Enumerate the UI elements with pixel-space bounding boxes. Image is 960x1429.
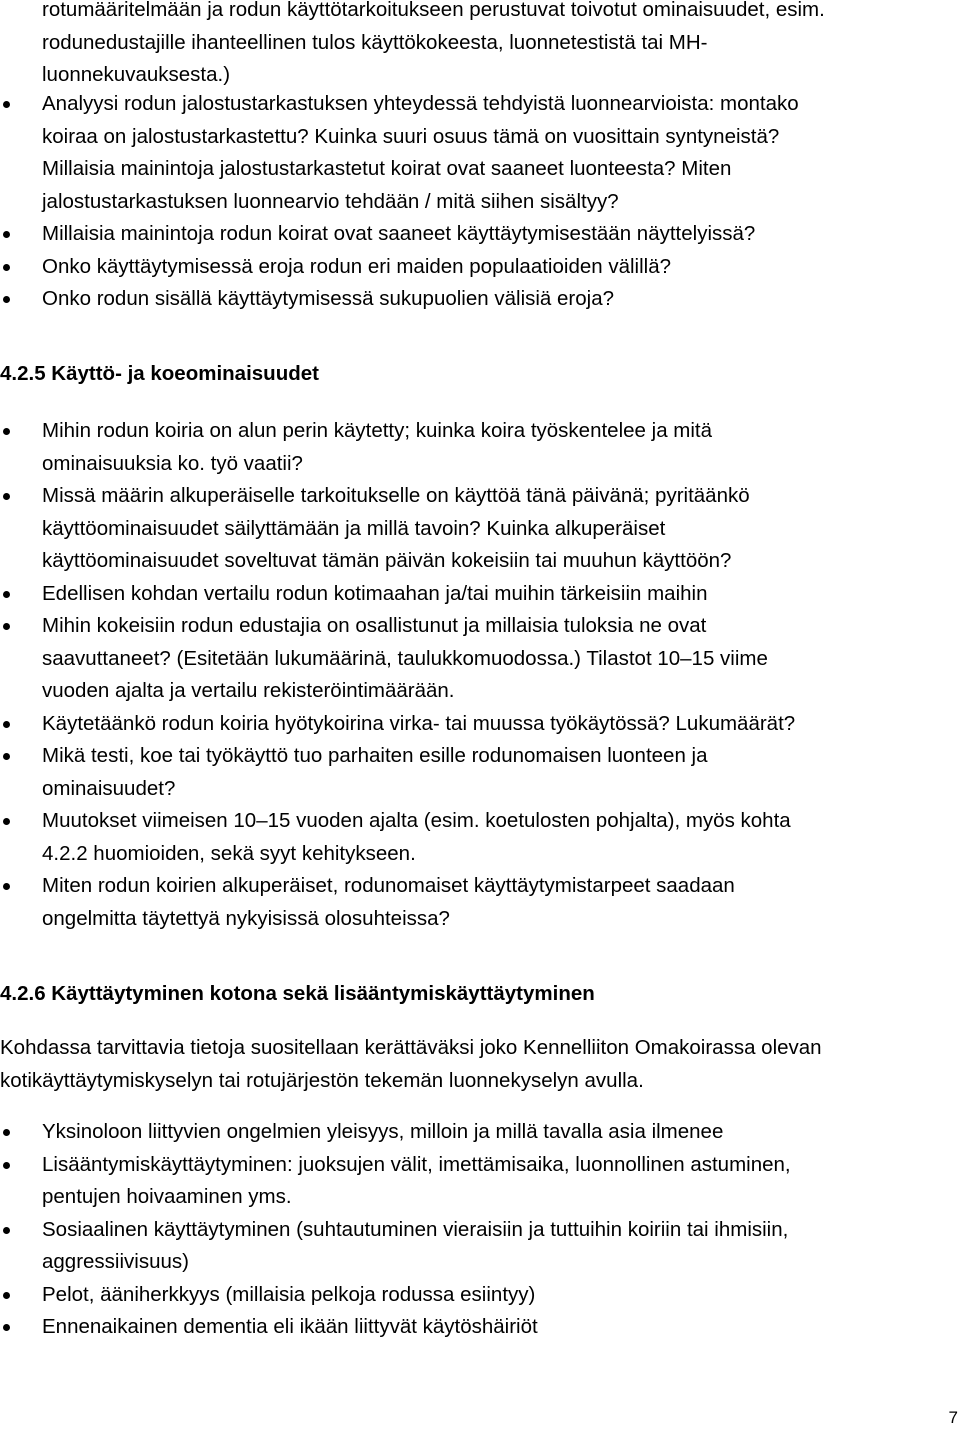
list-item <box>0 1149 900 1214</box>
list-item-line: Edellisen kohdan vertailu rodun kotimaahan ja/tai muihin tärkeisiin maihin <box>42 581 708 605</box>
list-item-line: Sosiaalinen käyttäytyminen (suhtautuminen vieraisiin ja tuttuihin koiriin tai ihmisiin, <box>42 1217 789 1241</box>
list-item-line: ongelmitta täytettyä nykyisissä olosuhteissa? <box>42 906 450 930</box>
list-item <box>0 1279 900 1312</box>
list-item-line: käyttöominaisuudet soveltuvat tämän päivän kokeisiin tai muuhun käyttöön? <box>42 549 732 572</box>
bullet-icon <box>3 264 10 271</box>
list-item <box>0 870 900 935</box>
list-item-line: Ennenaikainen dementia eli ikään liittyvät käytöshäiriöt <box>42 1315 538 1338</box>
bullet-icon <box>3 1162 10 1169</box>
section-heading-4-2-6: 4.2.6 Käyttäytyminen kotona sekä lisääntymiskäyttäytyminen <box>0 982 595 1005</box>
list-item-line: 4.2.2 huomioiden, sekä syyt kehitykseen. <box>42 841 416 865</box>
continuation-line: luonnekuvauksesta.) <box>42 63 231 86</box>
list-item <box>0 805 900 870</box>
bullet-icon <box>3 591 10 598</box>
bullet-icon <box>3 493 10 500</box>
list-item-line: jalostustarkastuksen luonnearvio tehdään / mitä siihen sisältyy? <box>42 189 619 213</box>
list-item <box>0 708 900 741</box>
list-item-line: Mihin kokeisiin rodun edustajia on osallistunut ja millaisia tuloksia ne ovat <box>42 614 707 637</box>
list-item-line: Millaisia mainintoja jalostustarkastetut koirat ovat saaneet luonteesta? Miten <box>42 157 732 180</box>
bullet-icon <box>3 1129 10 1136</box>
bullet-icon <box>3 623 10 630</box>
list-item-line: Pelot, ääniherkkyys (millaisia pelkoja rodussa esiintyy) <box>42 1282 536 1306</box>
list-item-line: ominaisuuksia ko. työ vaatii? <box>42 451 303 475</box>
list-item-line: Missä määrin alkuperäiselle tarkoitukselle on käyttöä tänä päivänä; pyritäänkö <box>42 484 750 507</box>
list-item <box>0 480 900 578</box>
top-bullet-list <box>0 88 900 316</box>
list-item <box>0 610 900 708</box>
bullet-icon <box>3 818 10 825</box>
list-item-line: Lisääntymiskäyttäytyminen: juoksujen välit, imettämisaika, luonnollinen astuminen, <box>42 1152 791 1176</box>
list-item <box>0 283 900 316</box>
intro-line: Kohdassa tarvittavia tietoja suositellaan kerättäväksi joko Kennelliiton Omakoirassa olevan <box>0 1036 822 1059</box>
bullet-icon <box>3 231 10 238</box>
continuation-line: rodunedustajille ihanteellinen tulos käyttökokeesta, luonnetestistä tai MH- <box>42 30 708 54</box>
list-item-line: Muutokset viimeisen 10–15 vuoden ajalta (esim. koetulosten pohjalta), myös kohta <box>42 809 791 832</box>
bullet-icon <box>3 1324 10 1331</box>
list-item-line: koiraa on jalostustarkastettu? Kuinka suuri osuus tämä on vuosittain syntyneistä? <box>42 124 780 148</box>
list-item <box>0 1214 900 1279</box>
list-item-line: vuoden ajalta ja vertailu rekisteröintimäärään. <box>42 679 455 702</box>
continuation-text <box>0 0 900 92</box>
list-item-line: pentujen hoivaaminen yms. <box>42 1185 292 1208</box>
list-item <box>0 578 900 611</box>
continuation-line: rotumääritelmään ja rodun käyttötarkoitukseen perustuvat toivotut ominaisuudet, esim. <box>42 0 825 21</box>
bullet-icon <box>3 753 10 760</box>
bullet-icon <box>3 101 10 108</box>
list-item-line: Mihin rodun koiria on alun perin käytetty; kuinka koira työskentelee ja mitä <box>42 419 713 442</box>
bullet-icon <box>3 721 10 728</box>
list-item <box>0 1116 900 1149</box>
list-item-line: Onko rodun sisällä käyttäytymisessä sukupuolien välisiä eroja? <box>42 287 615 310</box>
bullet-icon <box>3 1227 10 1234</box>
list-item-line: Miten rodun koirien alkuperäiset, rodunomaiset käyttäytymistarpeet saadaan <box>42 874 735 897</box>
section-4-2-6-intro <box>0 1032 958 1097</box>
list-item-line: Onko käyttäytymisessä eroja rodun eri maiden populaatioiden välillä? <box>42 254 672 278</box>
list-item-line: käyttöominaisuudet säilyttämään ja millä tavoin? Kuinka alkuperäiset <box>42 516 666 540</box>
list-item-line: ominaisuudet? <box>42 776 176 800</box>
list-item <box>0 740 900 805</box>
list-item <box>0 218 900 251</box>
bullet-icon <box>3 428 10 435</box>
list-item-line: Analyysi rodun jalostustarkastuksen yhteydessä tehdyistä luonnearvioista: montako <box>42 92 799 115</box>
list-item <box>0 251 900 284</box>
section-4-2-6-list <box>0 1116 900 1344</box>
bullet-icon <box>3 1292 10 1299</box>
section-heading-4-2-5: 4.2.5 Käyttö- ja koeominaisuudet <box>0 362 319 385</box>
bullet-icon <box>3 296 10 303</box>
list-item-line: Yksinoloon liittyvien ongelmien yleisyys, milloin ja millä tavalla asia ilmenee <box>42 1120 724 1143</box>
list-item-line: Käytetäänkö rodun koiria hyötykoirina virka- tai muussa työkäytössä? Lukumäärät? <box>42 711 796 735</box>
intro-line: kotikäyttäytymiskyselyn tai rotujärjestön tekemän luonnekyselyn avulla. <box>0 1068 644 1092</box>
bullet-icon <box>3 883 10 890</box>
list-item-line: Mikä testi, koe tai työkäyttö tuo parhaiten esille rodunomaisen luonteen ja <box>42 744 708 767</box>
list-item-line: Millaisia mainintoja rodun koirat ovat saaneet käyttäytymisestään näyttelyissä? <box>42 222 756 245</box>
list-item-line: aggressiivisuus) <box>42 1250 189 1273</box>
list-item <box>0 415 900 480</box>
section-4-2-5-list <box>0 415 900 935</box>
list-item-line: saavuttaneet? (Esitetään lukumäärinä, taulukkomuodossa.) Tilastot 10–15 viime <box>42 646 768 670</box>
list-item <box>0 1311 900 1344</box>
page-number: 7 <box>948 1408 958 1427</box>
list-item <box>0 88 900 218</box>
